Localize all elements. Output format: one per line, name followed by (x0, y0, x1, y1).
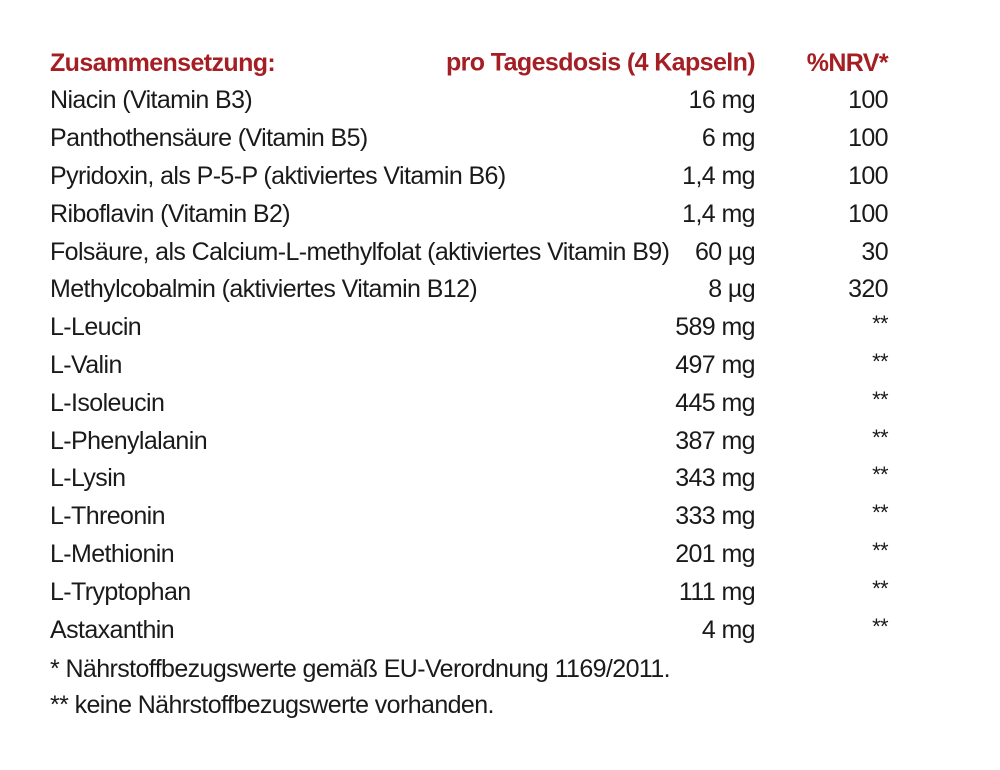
ingredient-dose: 201 mg (675, 539, 755, 568)
table-row (50, 611, 890, 649)
no-nrv-marker: ** (872, 348, 888, 374)
ingredient-name: Riboflavin (Vitamin B2) (50, 199, 291, 228)
ingredient-dose: 343 mg (675, 464, 755, 493)
header-nrv: %NRV* (806, 48, 888, 77)
no-nrv-marker: ** (872, 386, 888, 412)
no-nrv-marker: ** (872, 462, 888, 488)
ingredient-name: L-Threonin (50, 502, 165, 531)
composition-table (50, 44, 890, 649)
ingredient-dose: 387 mg (675, 426, 755, 455)
ingredient-name: L-Tryptophan (50, 577, 191, 606)
no-nrv-marker: ** (872, 424, 888, 450)
ingredient-name: Panthothensäure (Vitamin B5) (50, 124, 368, 153)
ingredient-nrv: 100 (848, 124, 888, 153)
ingredient-nrv (755, 348, 888, 380)
table-row (50, 309, 890, 347)
no-nrv-marker: ** (872, 613, 888, 639)
ingredient-dose: 589 mg (675, 313, 755, 342)
ingredient-name: L-Phenylalanin (50, 426, 207, 455)
ingredient-nrv (755, 537, 888, 569)
ingredient-nrv (755, 424, 888, 456)
table-row (50, 347, 890, 385)
table-row (50, 271, 890, 309)
ingredient-dose: 333 mg (675, 502, 755, 531)
ingredient-nrv: 100 (848, 86, 888, 115)
footnote-no-nrv: ** keine Nährstoffbezugswerte vorhanden. (50, 691, 494, 719)
ingredient-nrv: 320 (848, 275, 888, 304)
ingredient-name: L-Isoleucin (50, 388, 165, 417)
ingredient-name: L-Leucin (50, 313, 142, 342)
table-row (50, 460, 890, 498)
header-daily-dose-label: pro Tagesdosis (4 Kapseln) (445, 48, 755, 77)
ingredient-dose: 6 mg (701, 124, 755, 153)
table-row (50, 195, 890, 233)
table-row (50, 233, 890, 271)
ingredient-dose: 60 µg (694, 237, 755, 266)
table-row (50, 573, 890, 611)
ingredient-name: Astaxanthin (50, 615, 175, 644)
ingredient-dose: 1,4 mg (682, 161, 755, 190)
ingredient-nrv (755, 613, 888, 645)
ingredient-name: Pyridoxin, als P-5-P (aktiviertes Vitamin B6) (50, 161, 506, 190)
ingredient-name: Niacin (Vitamin B3) (50, 86, 253, 115)
table-row (50, 422, 890, 460)
ingredient-dose: 497 mg (675, 350, 755, 379)
ingredient-name: L-Methionin (50, 539, 175, 568)
table-row (50, 158, 890, 196)
ingredient-name: L-Valin (50, 350, 122, 379)
ingredient-name: L-Lysin (50, 464, 126, 493)
ingredient-name: Methylcobalmin (aktiviertes Vitamin B12) (50, 275, 478, 304)
ingredient-name: Folsäure, als Calcium-L-methylfolat (aktiviertes Vitamin B9) (50, 237, 670, 266)
ingredient-nrv (755, 386, 888, 418)
ingredient-nrv (755, 575, 888, 607)
ingredient-dose: 8 µg (708, 275, 755, 304)
table-row (50, 498, 890, 536)
ingredient-nrv (755, 502, 888, 531)
ingredient-dose: 1,4 mg (682, 199, 755, 228)
table-row (50, 120, 890, 158)
ingredient-nrv (755, 313, 888, 342)
table-row (50, 536, 890, 574)
ingredient-nrv (755, 464, 888, 493)
ingredient-nrv: 30 (861, 237, 888, 266)
ingredient-nrv: 100 (848, 161, 888, 190)
no-nrv-marker: ** (872, 311, 888, 337)
table-row (50, 384, 890, 422)
table-row (50, 82, 890, 120)
footnote-nrv-reference: * Nährstoffbezugswerte gemäß EU-Verordnung 1169/2011. (50, 655, 670, 683)
footnotes (50, 651, 670, 723)
header-composition: Zusammensetzung: (50, 48, 276, 77)
no-nrv-marker: ** (872, 500, 888, 526)
ingredient-dose: 111 mg (678, 577, 755, 606)
table-header (50, 44, 890, 82)
ingredient-dose: 16 mg (688, 86, 755, 115)
ingredient-nrv: 100 (848, 199, 888, 228)
ingredient-dose: 4 mg (701, 615, 755, 644)
ingredient-dose: 445 mg (675, 388, 755, 417)
no-nrv-marker: ** (872, 575, 888, 601)
no-nrv-marker: ** (872, 537, 888, 563)
